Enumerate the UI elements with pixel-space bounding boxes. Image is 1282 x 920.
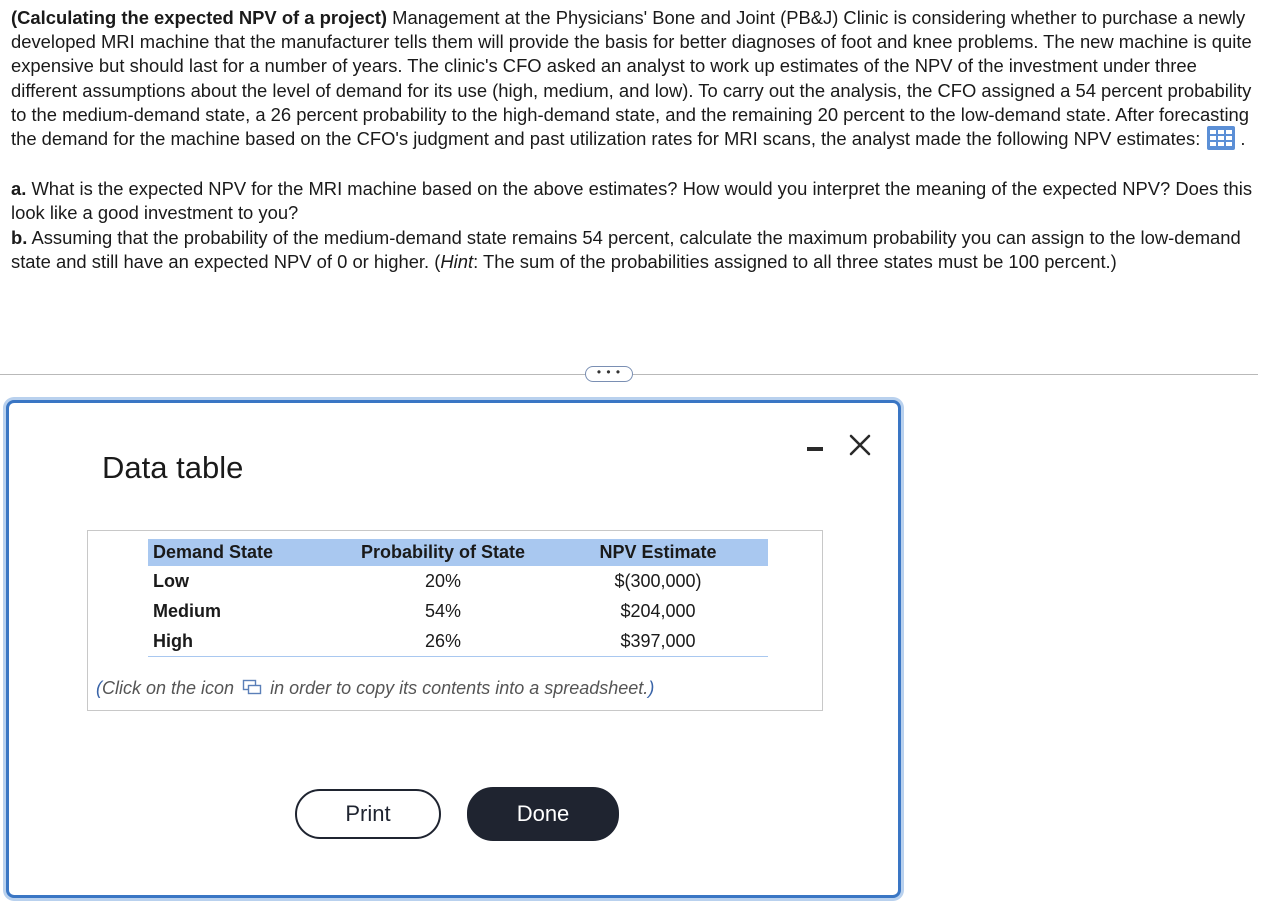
copy-note-after: in order to copy its contents into a spreadsheet.: [270, 678, 649, 698]
table-row: [148, 566, 768, 596]
close-icon[interactable]: [844, 429, 876, 461]
data-table-container: [87, 530, 823, 711]
minimize-icon[interactable]: [799, 429, 831, 461]
cell-state: Low: [153, 570, 189, 591]
data-table-dialog: [6, 400, 901, 898]
cell-npv: $(300,000): [614, 570, 702, 591]
part-b-after-hint: : The sum of the probabilities assigned to all three states must be 100 percent.): [473, 250, 1117, 272]
done-button[interactable]: Done: [467, 787, 619, 841]
part-b-paragraph: [11, 226, 1261, 274]
cell-npv: $397,000: [548, 626, 768, 657]
part-b-text: Assuming that the probability of the medium-demand state remains 54 percent, calculate the maximum probability you can assign to the low-demand state and still have an expected NPV of 0 or higher. (: [11, 226, 1241, 272]
header-demand-state: Demand State: [148, 539, 338, 566]
cell-state: High: [148, 626, 338, 657]
part-b-hint: Hint: [440, 250, 474, 272]
part-a-label: a.: [11, 178, 27, 200]
copy-note-open-paren: (: [96, 678, 102, 698]
table-header-row: [148, 539, 768, 566]
cell-probability: 26%: [338, 626, 548, 657]
cell-npv: $204,000: [620, 600, 696, 621]
table-row: [148, 596, 768, 626]
data-table: [148, 539, 768, 657]
cell-probability: 54%: [424, 600, 462, 621]
problem-intro: Management at the Physicians' Bone and Joint (PB&J) Clinic is considering whether to purchase a newly developed MRI machine that the manufacturer tells them will provide the basis for better diagnoses of foot and knee problems. The new machine is quite expensive but should last for a number of years. The clinic's CFO asked an analyst to work up estimates of the NPV of the investment under three different assumptions about the level of demand for its use (high, medium, and low). To carry out the analysis, the CFO assigned a 54 percent probability to the medium-demand state, a 26 percent probability to the high-demand state, and the remaining 20 percent to the low-demand state. After forecasting the demand for the machine based on the CFO's judgment and past utilization rates for MRI scans, the analyst made the following NPV estimates:: [11, 7, 1252, 150]
problem-text: [11, 6, 1261, 274]
copy-instruction: [96, 678, 654, 699]
problem-intro-paragraph: [11, 6, 1261, 153]
expand-more-button[interactable]: • • •: [585, 366, 633, 382]
cell-state: Medium: [153, 600, 222, 621]
copy-note-before: Click on the icon: [102, 678, 235, 698]
part-b-label: b.: [11, 226, 28, 248]
intro-period: .: [1240, 128, 1246, 150]
part-a-paragraph: [11, 177, 1261, 225]
dialog-title: Data table: [102, 450, 244, 485]
part-a-text: What is the expected NPV for the MRI machine based on the above estimates? How would you interpret the meaning of the expected NPV? Does this look like a good investment to you?: [11, 178, 1253, 224]
copy-note-close-paren: ): [648, 678, 655, 698]
copy-to-spreadsheet-icon[interactable]: [242, 679, 262, 695]
print-button[interactable]: Print: [295, 789, 441, 839]
table-row: [148, 626, 768, 657]
cell-probability: 20%: [424, 570, 462, 591]
problem-title: (Calculating the expected NPV of a project): [11, 7, 388, 28]
data-table-icon[interactable]: [1206, 125, 1236, 151]
header-probability: Probability of State: [338, 539, 548, 566]
header-npv-estimate: NPV Estimate: [548, 539, 768, 566]
